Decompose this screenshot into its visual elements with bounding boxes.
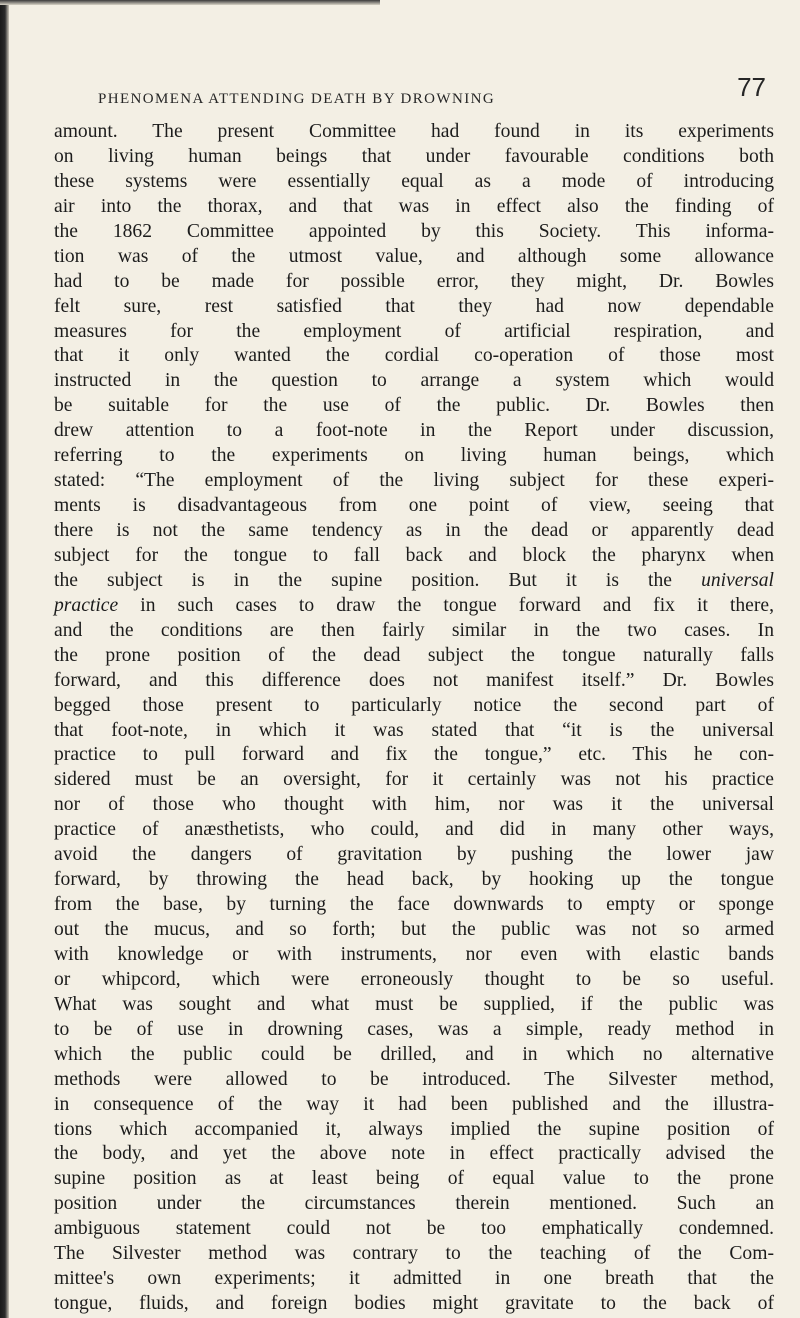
text-line: ments is disadvantageous from one point of view, seeing that <box>54 495 774 517</box>
text-line: forward, and this difference does not manifest itself.” Dr. Bowles <box>54 669 774 691</box>
text-line: in consequence of the way it had been published and the illustra- <box>54 1093 774 1115</box>
text-line: that it only wanted the cordial co-operation of those most <box>54 345 774 367</box>
text-line: forward, by throwing the head back, by hooking up the tongue <box>54 869 774 891</box>
text-line: air into the thorax, and that was in effect also the finding of <box>54 195 774 217</box>
text-line: practice to pull forward and fix the tongue,” etc. This he con- <box>54 744 774 766</box>
text-line: What was sought and what must be supplied, if the public was <box>54 993 774 1015</box>
text-line: ambiguous statement could not be too emphatically condemned. <box>54 1218 774 1240</box>
binding-shadow <box>0 0 9 1318</box>
text-line: the subject is in the supine position. But it is the universal <box>54 569 774 591</box>
text-line: tions which accompanied it, always implied the supine position of <box>54 1118 774 1140</box>
text-line: position under the circumstances therein mentioned. Such an <box>54 1193 774 1215</box>
page-number: 77 <box>737 72 766 102</box>
page-header <box>54 72 774 118</box>
text-line: from the base, by turning the face downwards to empty or sponge <box>54 894 774 916</box>
text-line: which the public could be drilled, and in which no alternative <box>54 1043 774 1065</box>
text-line: amount. The present Committee had found in its experiments <box>54 121 774 142</box>
text-line: be suitable for the use of the public. Dr. Bowles then <box>54 395 774 417</box>
text-line: felt sure, rest satisfied that they had now dependable <box>54 295 774 317</box>
text-line: there is not the same tendency as in the dead or apparently dead <box>54 520 774 541</box>
text-line: sidered must be an oversight, for it certainly was not his practice <box>54 769 774 791</box>
text-line: instructed in the question to arrange a system which would <box>54 370 774 392</box>
text-line: mittee's own experiments; it admitted in one breath that the <box>54 1268 774 1290</box>
text-line: to be of use in drowning cases, was a simple, ready method in <box>54 1018 774 1040</box>
text-line: out the mucus, and so forth; but the public was not so armed <box>54 919 774 940</box>
text-line: or whipcord, which were erroneously thought to be so useful. <box>54 968 774 990</box>
text-line: practice in such cases to draw the tongue forward and fix it there, <box>54 594 774 616</box>
text-line: measures for the employment of artificial respiration, and <box>54 320 774 342</box>
text-line: referring to the experiments on living human beings, which <box>54 445 774 467</box>
text-line: these systems were essentially equal as a mode of introducing <box>54 170 774 192</box>
italic-emphasis: practice <box>54 594 119 616</box>
top-edge-shadow <box>0 0 380 5</box>
text-line: the prone position of the dead subject the tongue naturally falls <box>54 644 774 666</box>
italic-emphasis: universal <box>701 569 774 591</box>
text-line: tongue, fluids, and foreign bodies might gravitate to the back of <box>54 1293 774 1315</box>
text-line: supine position as at least being of equal value to the prone <box>54 1168 774 1190</box>
running-head: PHENOMENA ATTENDING DEATH BY DROWNING <box>98 91 496 107</box>
text-line: had to be made for possible error, they might, Dr. Bowles <box>54 270 774 292</box>
text-line: practice of anæsthetists, who could, and did in many other ways, <box>54 819 774 841</box>
text-line: and the conditions are then fairly similar in the two cases. In <box>54 619 774 641</box>
text-line: the body, and yet the above note in effect practically advised the <box>54 1143 774 1165</box>
text-line: subject for the tongue to fall back and block the pharynx when <box>54 544 774 566</box>
text-line: drew attention to a foot-note in the Report under discussion, <box>54 420 774 442</box>
text-line: The Silvester method was contrary to the teaching of the Com- <box>54 1243 774 1265</box>
text-line: the 1862 Committee appointed by this Society. This informa- <box>54 220 774 242</box>
text-line: that foot-note, in which it was stated that “it is the universal <box>54 719 774 741</box>
body-text <box>54 120 774 1317</box>
text-line: on living human beings that under favourable conditions both <box>54 145 774 167</box>
text-line: with knowledge or with instruments, nor even with elastic bands <box>54 943 774 965</box>
text-line: begged those present to particularly notice the second part of <box>54 694 774 716</box>
text-line: nor of those who thought with him, nor was it the universal <box>54 794 774 816</box>
text-line: avoid the dangers of gravitation by pushing the lower jaw <box>54 844 774 866</box>
text-line: stated: “The employment of the living subject for these experi- <box>54 470 774 492</box>
text-line: methods were allowed to be introduced. The Silvester method, <box>54 1068 774 1090</box>
text-line: tion was of the utmost value, and although some allowance <box>54 245 774 267</box>
